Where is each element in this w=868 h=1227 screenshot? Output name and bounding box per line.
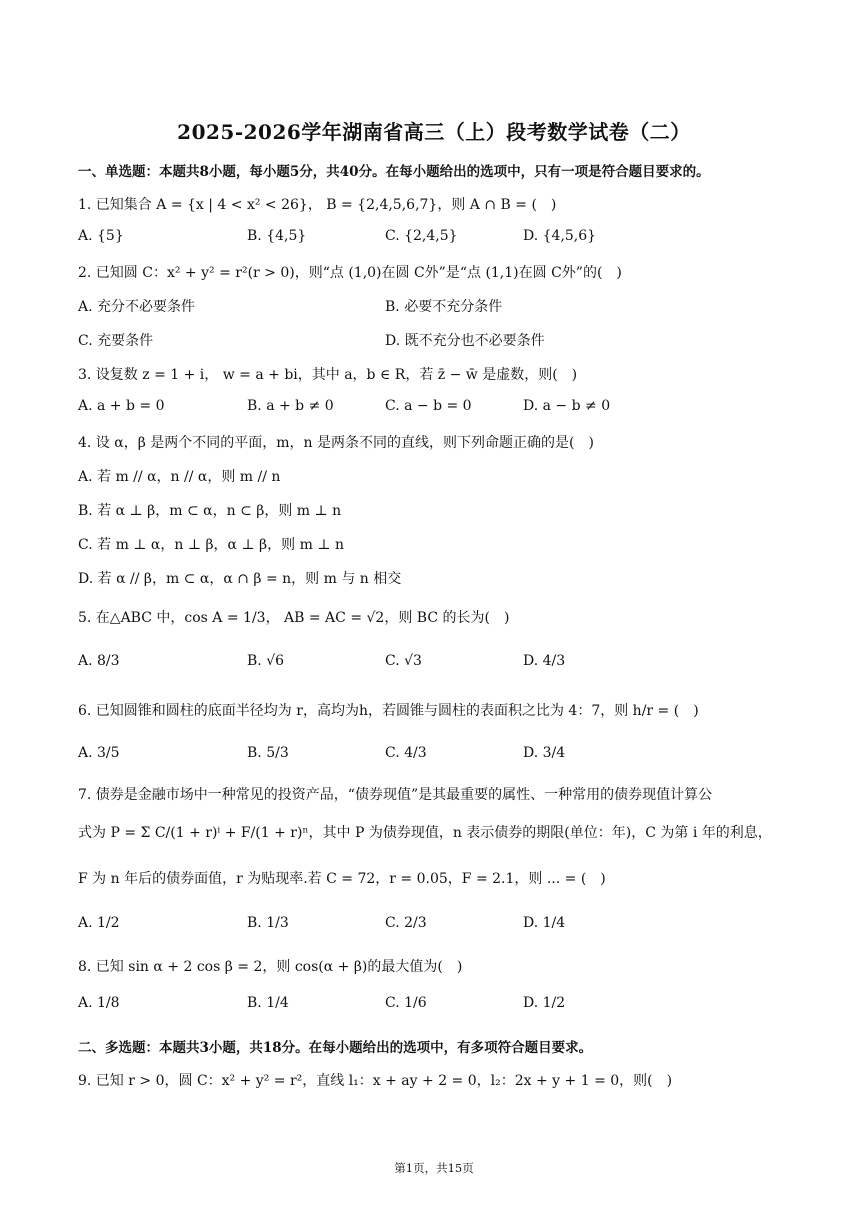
- option-a: A. 1/2: [78, 915, 120, 931]
- question-7-options: [78, 915, 778, 937]
- option-d: D. {4,5,6}: [523, 228, 597, 244]
- question-5-stem: 5. 在△ABC 中，cos A = 1/3， AB = AC = √2，则 BC 的长为( ): [78, 610, 510, 626]
- question-2-options-row1: [78, 296, 778, 318]
- question-3-stem: 3. 设复数 z = 1 + i， w = a + bi，其中 a，b ∈ R，若 z̄ − w̄ 是虚数，则( ): [78, 367, 578, 383]
- option-a: A. a + b = 0: [78, 398, 165, 414]
- option-d: D. 既不充分也不必要条件: [385, 333, 545, 349]
- question-8-options: [78, 995, 778, 1017]
- question-2-options-row2: [78, 330, 778, 352]
- option-a: A. {5}: [78, 228, 124, 244]
- option-b: B. {4,5}: [247, 228, 307, 244]
- section-heading-single-choice: 一、单选题：本题共8小题，每小题5分，共40分。在每小题给出的选项中，只有一项是符合题目要求的。: [78, 164, 710, 180]
- option-c: C. 1/6: [385, 995, 427, 1011]
- question-9-stem: 9. 已知 r > 0，圆 C：x² + y² = r²，直线 l₁：x + ay + 2 = 0，l₂：2x + y + 1 = 0，则( ): [78, 1073, 673, 1089]
- option-d: D. 4/3: [523, 653, 566, 669]
- question-7-stem-line2: 式为 P = Σ C/(1 + r)ⁱ + F/(1 + r)ⁿ，其中 P 为债券现值，n 表示债券的期限(单位：年)，C 为第 i 年的利息，: [78, 825, 772, 841]
- question-4-option-d: D. 若 α // β，m ⊂ α，α ∩ β = n，则 m 与 n 相交: [78, 571, 402, 587]
- option-b: B. 5/3: [247, 745, 289, 761]
- question-4-option-c: C. 若 m ⊥ α，n ⊥ β，α ⊥ β，则 m ⊥ n: [78, 537, 344, 553]
- option-c: C. √3: [385, 653, 422, 669]
- question-4-option-a: A. 若 m // α，n // α，则 m // n: [78, 469, 281, 485]
- question-2-stem: 2. 已知圆 C：x² + y² = r²(r > 0)，则“点 (1,0)在圆 C外”是“点 (1,1)在圆 C外”的( ): [78, 265, 622, 281]
- question-3-options: [78, 398, 778, 420]
- option-c: C. a − b = 0: [385, 398, 472, 414]
- option-b: B. 1/3: [247, 915, 289, 931]
- option-a: A. 1/8: [78, 995, 120, 1011]
- option-a: A. 充分不必要条件: [78, 299, 196, 315]
- question-4-option-b: B. 若 α ⊥ β，m ⊂ α，n ⊂ β，则 m ⊥ n: [78, 503, 342, 519]
- question-4-stem: 4. 设 α，β 是两个不同的平面，m，n 是两条不同的直线，则下列命题正确的是( ): [78, 435, 594, 451]
- option-b: B. 必要不充分条件: [385, 299, 503, 315]
- page-title: 2025-2026学年湖南省高三（上）段考数学试卷（二）: [177, 120, 691, 144]
- option-b: B. √6: [247, 653, 285, 669]
- section-heading-multiple-choice: 二、多选题：本题共3小题，共18分。在每小题给出的选项中，有多项符合题目要求。: [78, 1040, 593, 1056]
- page-footer: 第1页，共15页: [394, 1161, 474, 1175]
- option-d: D. 1/4: [523, 915, 566, 931]
- option-b: B. 1/4: [247, 995, 289, 1011]
- question-8-stem: 8. 已知 sin α + 2 cos β = 2，则 cos(α + β)的最大值为( ): [78, 959, 463, 975]
- option-b: B. a + b ≠ 0: [247, 398, 334, 414]
- option-d: D. 1/2: [523, 995, 566, 1011]
- question-7-stem-line1: 7. 债券是金融市场中一种常见的投资产品，“债券现值”是其最重要的属性、一种常用的债券现值计算公: [78, 787, 713, 803]
- option-c: C. 4/3: [385, 745, 427, 761]
- question-6-stem: 6. 已知圆锥和圆柱的底面半径均为 r，高均为h，若圆锥与圆柱的表面积之比为 4：7，则 h/r = ( ): [78, 703, 699, 719]
- option-a: A. 3/5: [78, 745, 120, 761]
- question-1-options: [78, 228, 778, 250]
- question-6-options: [78, 745, 778, 767]
- option-d: D. 3/4: [523, 745, 566, 761]
- question-1-stem: 1. 已知集合 A = {x | 4 < x² < 26}， B = {2,4,5,6,7}，则 A ∩ B = ( ): [78, 197, 557, 213]
- option-d: D. a − b ≠ 0: [523, 398, 611, 414]
- option-c: C. 2/3: [385, 915, 427, 931]
- question-5-options: [78, 653, 778, 675]
- option-c: C. 充要条件: [78, 333, 154, 349]
- question-7-stem-line3: F 为 n 年后的债券面值，r 为贴现率.若 C = 72，r = 0.05，F = 2.1，则 ... = ( ): [78, 871, 606, 887]
- option-c: C. {2,4,5}: [385, 228, 458, 244]
- option-a: A. 8/3: [78, 653, 120, 669]
